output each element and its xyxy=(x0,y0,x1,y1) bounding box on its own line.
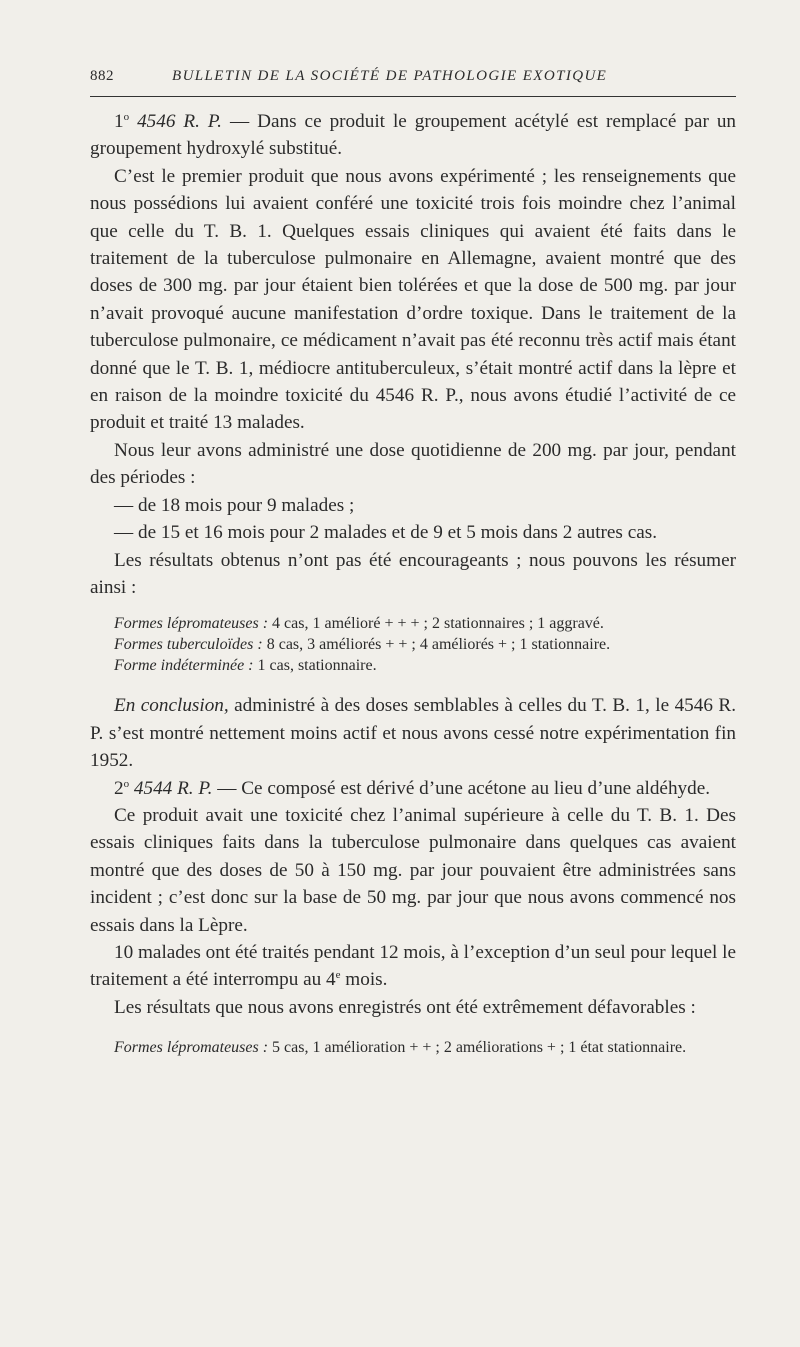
conclusion-text: administré à des doses semblables à celles du T. B. 1, le 4546 R. P. s’est montré nettement moins actif et nous avons cessé notre expérimentation fin 1952. xyxy=(90,695,736,772)
running-title: BULLETIN DE LA SOCIÉTÉ DE PATHOLOGIE EXOTIQUE xyxy=(172,68,608,84)
result-text: 4 cas, 1 amélioré + + + ; 2 stationnaires ; 1 aggravé. xyxy=(268,615,604,633)
result-label: Formes tuberculoïdes : xyxy=(114,636,263,654)
dash-item: — de 15 et 16 mois pour 2 malades et de 9 et 5 mois dans 2 autres cas. xyxy=(114,522,657,544)
section-intro: — Ce composé est dérivé d’une acétone au lieu d’une aldéhyde. xyxy=(212,777,711,799)
page-number: 882 xyxy=(90,68,114,84)
compound-code: 4546 R. P. xyxy=(137,111,222,132)
section-number: 1 xyxy=(114,111,124,132)
conclusion-label: En conclusion, xyxy=(114,695,229,717)
result-label: Forme indéterminée : xyxy=(114,657,254,675)
result-item xyxy=(90,1037,736,1058)
page-header xyxy=(90,68,736,97)
paragraph xyxy=(90,939,736,994)
section-2-heading-paragraph xyxy=(90,775,736,802)
result-item xyxy=(90,613,736,634)
paragraph: C’est le premier produit que nous avons expérimenté ; les renseignements que nous possédions lui avaient conféré une toxicité trois fois moindre chez l’animal que celle du T. B. 1. Quelques essais cliniques qui avaient été faits dans le traitement de la tuberculose pulmonaire en Allemagne, avaient montré que des doses de 300 mg. par jour étaient bien tolérées et que la dose de 500 mg. par jour n’avait provoqué aucune manifestation d’ordre toxique. Dans le traitement de la tuberculose pulmonaire, ce médicament n’avait pas été reconnu très actif mais étant donné que le T. B. 1, médiocre antituberculeux, s’était montré actif dans la lèpre et en raison de la moindre toxicité du 4546 R. P., nous avons étudié l’activité de ce produit et traité 13 malades. xyxy=(90,165,736,434)
result-item xyxy=(90,655,736,676)
result-item xyxy=(90,634,736,655)
result-text: 8 cas, 3 améliorés + + ; 4 améliorés + ; 1 stationnaire. xyxy=(262,636,611,654)
results-list xyxy=(90,1037,736,1058)
main-text xyxy=(90,108,736,1058)
paragraph: Les résultats obtenus n’ont pas été encourageants ; nous pouvons les résumer ainsi : xyxy=(90,549,736,598)
result-text: 1 cas, stationnaire. xyxy=(253,657,377,675)
paragraph: Les résultats que nous avons enregistrés ont été extrêmement défavorables : xyxy=(114,996,696,1018)
ordinal-sup: e xyxy=(335,969,341,982)
result-label: Formes lépromateuses : xyxy=(114,1039,269,1057)
paragraph-text: 10 malades ont été traités pendant 12 mois, à l’exception d’un seul pour lequel le traitement a été interrompu au 4 xyxy=(90,941,736,991)
result-label: Formes lépromateuses : xyxy=(114,615,269,633)
result-text: 5 cas, 1 amélioration + + ; 2 améliorations + ; 1 état stationnaire. xyxy=(268,1039,687,1057)
ordinal-sup: o xyxy=(123,111,130,123)
results-list xyxy=(90,613,736,676)
paragraph: Ce produit avait une toxicité chez l’animal supérieure à celle du T. B. 1. Des essais cliniques faits dans la tuberculose pulmonaire dans quelques cas avaient montré que des doses de 50 à 150 mg. par jour pouvaient être administrées sans incident ; c’est donc sur la base de 50 mg. par jour que nous avons commencé nos essais dans la Lèpre. xyxy=(90,804,736,936)
section-1-heading-paragraph xyxy=(90,108,736,163)
ordinal-sup: o xyxy=(123,777,130,790)
paragraph: Nous leur avons administré une dose quotidienne de 200 mg. par jour, pendant des périodes : xyxy=(90,439,736,489)
section-number: 2 xyxy=(114,777,124,799)
conclusion-paragraph xyxy=(90,692,736,774)
section-intro: — Dans ce produit le groupement acétylé est remplacé par un groupement hydroxylé substitué. xyxy=(90,111,737,160)
compound-code: 4544 R. P. xyxy=(133,777,213,799)
paragraph-text: mois. xyxy=(340,969,388,991)
dash-item: — de 18 mois pour 9 malades ; xyxy=(114,494,355,516)
